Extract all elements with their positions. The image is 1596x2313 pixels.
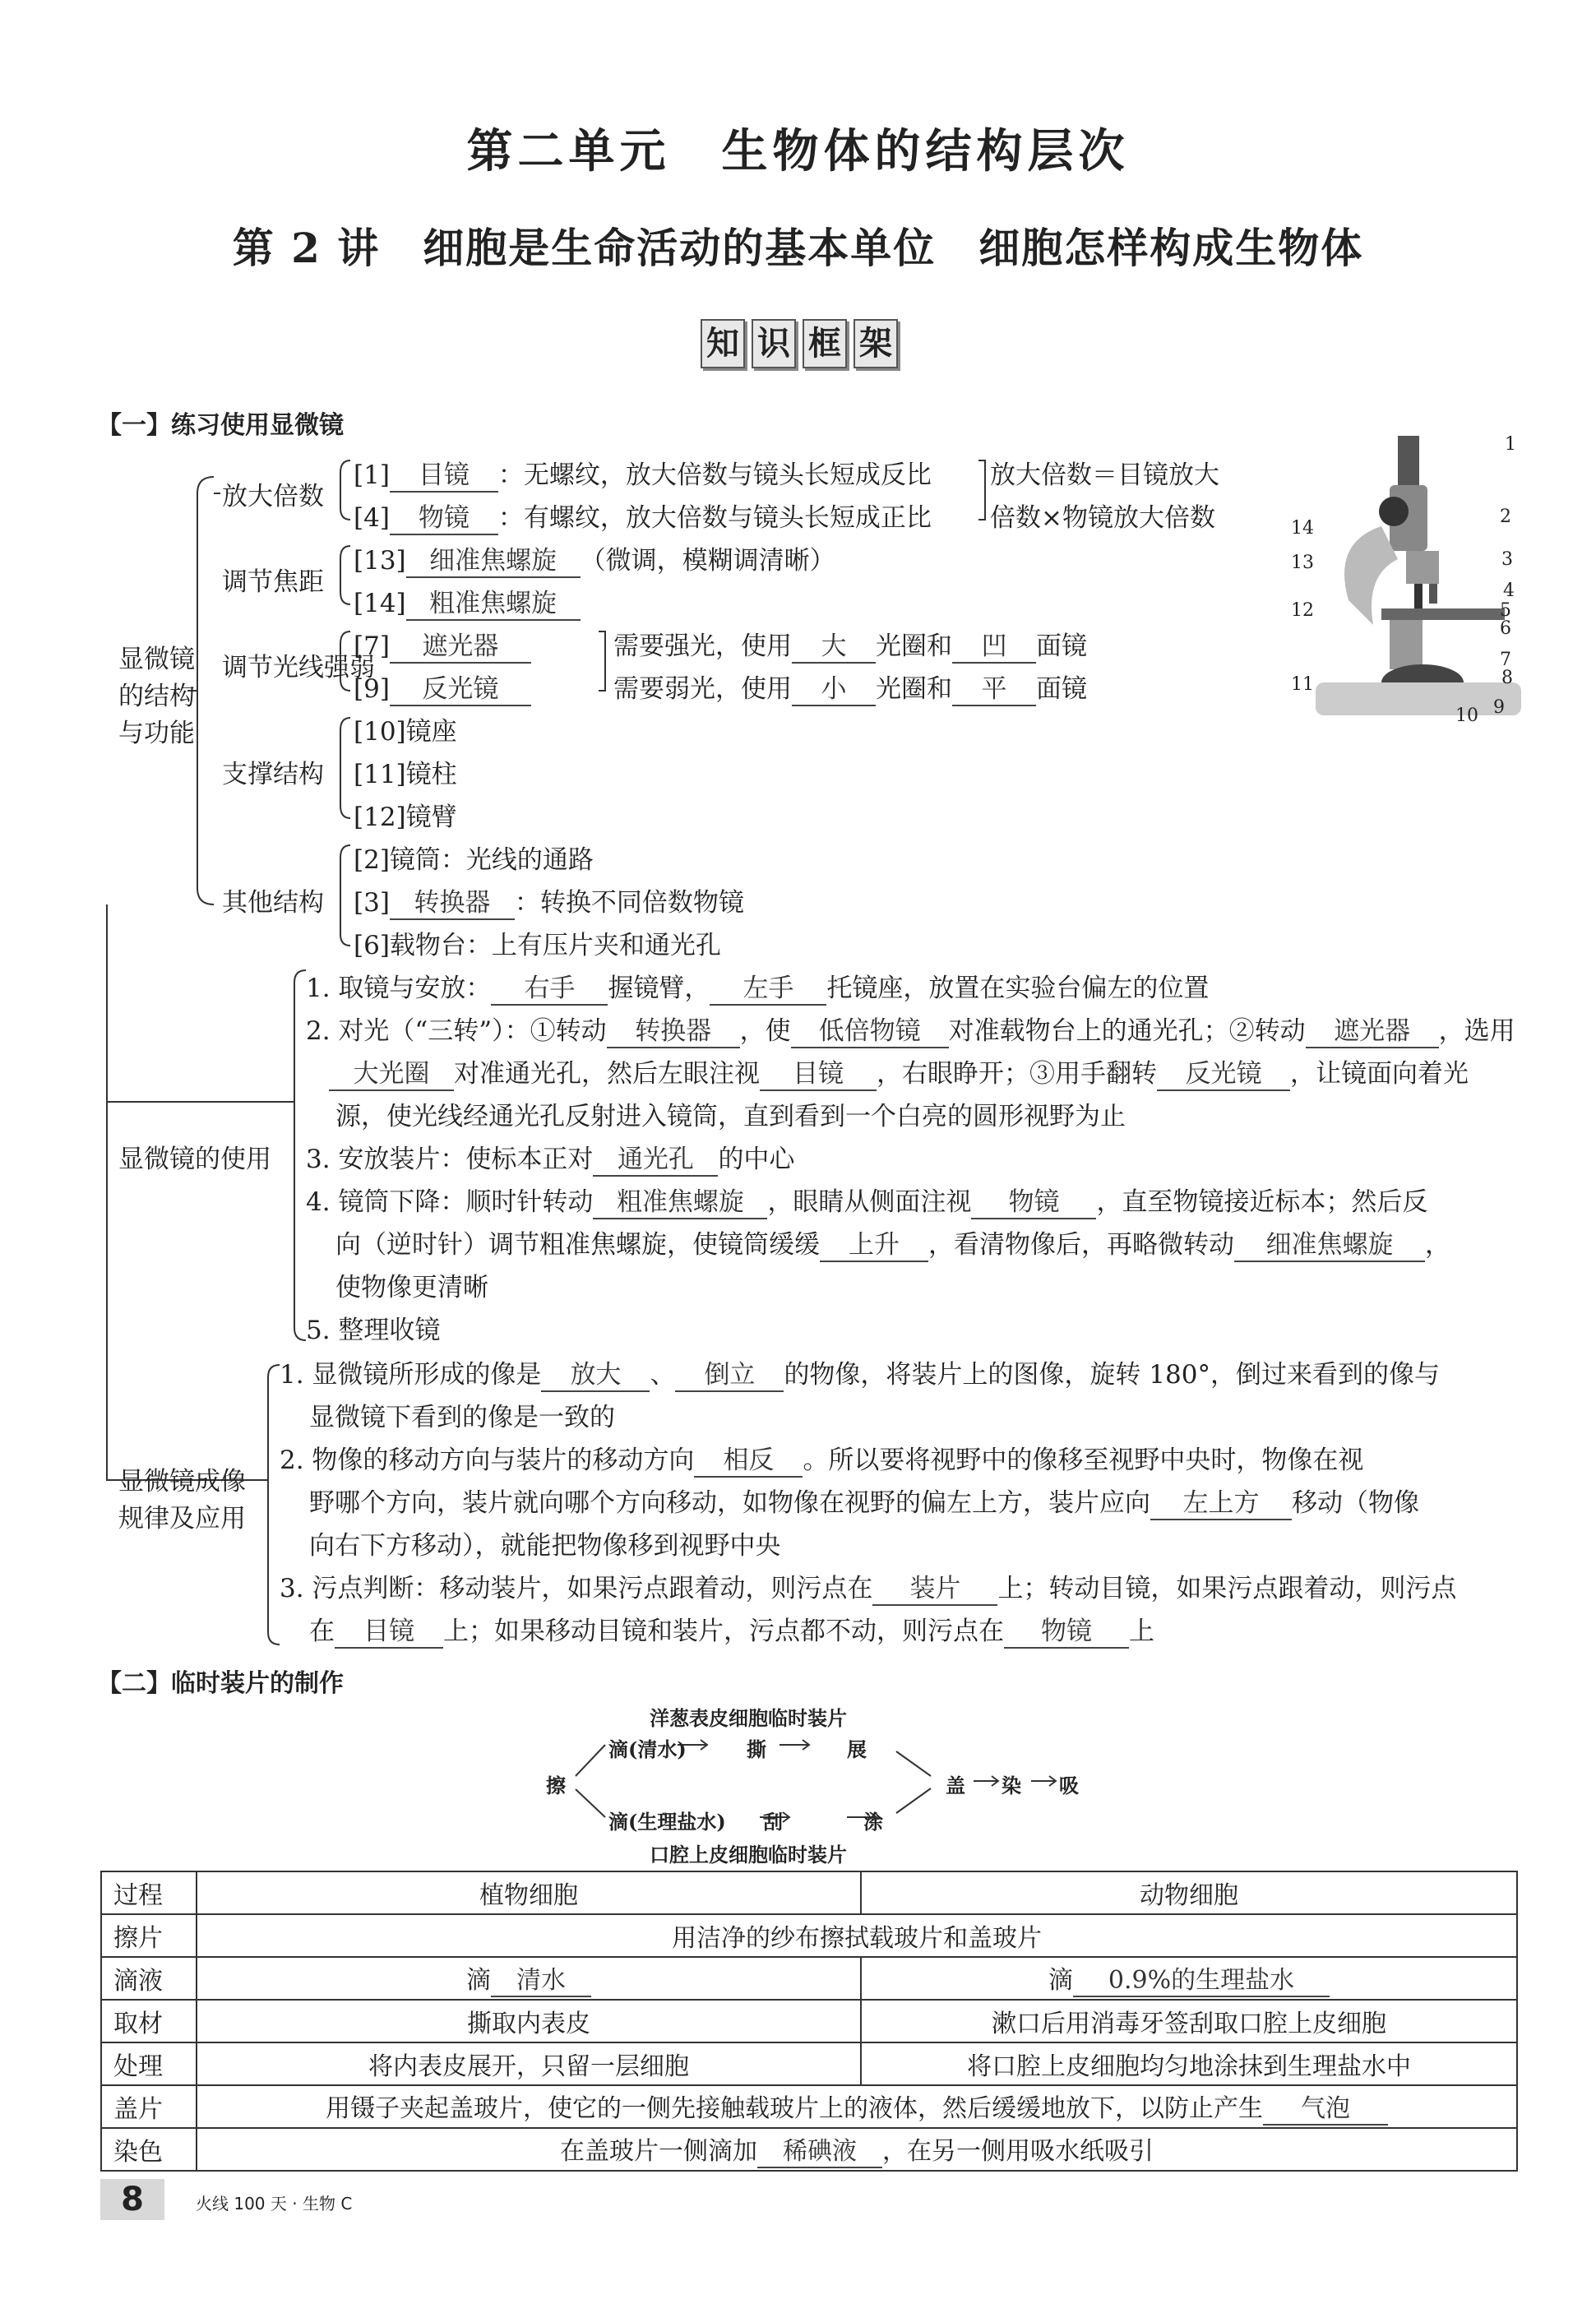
light-label: 调节光线强弱 — [222, 653, 375, 682]
framework-char: 架 — [854, 319, 898, 368]
magnification-label: 放大倍数 — [222, 482, 324, 511]
formula-line-1: 放大倍数＝目镜放大 — [990, 460, 1219, 490]
flow-bottom-title: 口腔上皮细胞临时装片 — [650, 1843, 847, 1867]
answer-big: 大 — [792, 625, 876, 664]
flow-wipe: 擦 — [546, 1774, 566, 1797]
flow-drop-saline: 滴(生理盐水) — [608, 1810, 726, 1834]
microscope-illustration — [1283, 436, 1529, 732]
flow-absorb: 吸 — [1059, 1774, 1079, 1797]
flow-stain: 染 — [1002, 1774, 1021, 1797]
imaging-item-2-end: 向右下方移动），就能把物像移到视野中央 — [309, 1531, 781, 1561]
formula-line-2: 倍数×物镜放大倍数 — [990, 503, 1215, 533]
unit-title: 第二单元 生物体的结构层次 — [466, 125, 1130, 178]
focus-label: 调节焦距 — [222, 567, 324, 597]
converter-row: [3] 转换器 ：转换不同倍数物镜 — [354, 881, 744, 920]
usage-label: 显微镜的使用 — [118, 1145, 271, 1174]
figure-label: 14 — [1291, 518, 1314, 539]
eyepiece-row: [1] 目镜 ：无螺纹，放大倍数与镜头长短成反比 — [354, 454, 932, 493]
imaging-item-1: 1. 显微镜所形成的像是 放大 、 倒立 的物像，将装片上的图像，旋转 180°，倒过来看到的像与 — [280, 1353, 1440, 1392]
answer-diaphragm: 遮光器 — [390, 625, 531, 664]
answer-flat: 平 — [952, 668, 1036, 706]
answer-small: 小 — [792, 668, 876, 706]
imaging-item-2-cont: 野哪个方向，装片就向哪个方向移动，如物像在视野的偏左上方，装片应向 左上方 移动（物像 — [309, 1482, 1419, 1520]
flow-spread: 展 — [847, 1737, 867, 1761]
usage-step-1: 1. 取镜与安放： 右手 握镜臂， 左手 托镜座，放置在实验台偏左的位置 — [306, 967, 1209, 1006]
figure-label: 6 — [1500, 618, 1511, 639]
answer-converter: 转换器 — [390, 881, 515, 920]
coarse-focus-row: [14] 粗准焦螺旋 — [354, 582, 581, 621]
answer-mirror: 反光镜 — [390, 668, 531, 706]
section1-heading: 【一】练习使用显微镜 — [97, 411, 344, 440]
figure-label: 10 — [1455, 705, 1478, 726]
usage-step-2-end: 源，使光线经通光孔反射进入镜筒，直到看到一个白亮的圆形视野为止 — [335, 1102, 1126, 1131]
objective-row: [4] 物镜 ：有螺纹，放大倍数与镜头长短成正比 — [354, 497, 932, 535]
support-item: [11]镜柱 — [354, 760, 457, 789]
answer-fine-focus: 细准焦螺旋 — [406, 539, 581, 578]
framework-char: 知 — [701, 319, 745, 368]
flow-scrape: 刮 — [763, 1810, 783, 1834]
figure-label: 8 — [1501, 668, 1513, 688]
figure-label: 2 — [1500, 507, 1511, 527]
framework-char: 识 — [752, 319, 796, 368]
lecture-title: 第 2 讲 细胞是生命活动的基本单位 细胞怎样构成生物体 — [232, 224, 1364, 272]
table-row: 染色 在盖玻片一侧滴加 稀碘液 ，在另一侧用吸水纸吸引 — [101, 2128, 1517, 2171]
root-label-structure: 显微镜 的结构 与功能 — [118, 645, 195, 748]
answer-coarse-focus: 粗准焦螺旋 — [406, 582, 581, 621]
usage-step-2-cont: 大光圈 对准通光孔，然后左眼注视 目镜 ，右眼睁开；③用手翻转 反光镜 ，让镜面向着光 — [329, 1052, 1469, 1091]
answer-objective: 物镜 — [390, 497, 498, 535]
imaging-item-3-cont: 在 目镜 上；如果移动目镜和装片，污点都不动，则污点在 物镜 上 — [309, 1610, 1154, 1649]
table-row: 处理 将内表皮展开，只留一层细胞 将口腔上皮细胞均匀地涂抹到生理盐水中 — [101, 2042, 1517, 2085]
weak-light-row: 需要弱光，使用 小 光圈和 平 面镜 — [613, 668, 1087, 706]
figure-label: 3 — [1501, 549, 1513, 570]
flow-top-title: 洋葱表皮细胞临时装片 — [650, 1706, 847, 1730]
figure-label: 7 — [1500, 650, 1511, 670]
answer-eyepiece: 目镜 — [390, 454, 498, 493]
slide-procedure-table — [100, 1871, 1518, 2172]
figure-label: 5 — [1500, 600, 1511, 621]
other-label: 其他结构 — [222, 888, 324, 918]
figure-label: 1 — [1505, 434, 1516, 455]
usage-step-5: 5. 整理收镜 — [306, 1316, 441, 1345]
imaging-item-1-cont: 显微镜下看到的像是一致的 — [309, 1403, 615, 1432]
framework-char: 框 — [803, 319, 847, 368]
imaging-item-3: 3. 污点判断：移动装片，如果污点跟着动，则污点在 装片 上；转动目镜，如果污点跟着动，则污点 — [280, 1567, 1456, 1606]
figure-label: 13 — [1291, 553, 1314, 573]
diaphragm-row: [7] 遮光器 — [354, 625, 531, 664]
usage-step-4-end: 使物像更清晰 — [335, 1273, 488, 1302]
figure-label: 9 — [1493, 697, 1505, 718]
flow-tear: 撕 — [747, 1737, 766, 1761]
answer-concave: 凹 — [952, 625, 1036, 664]
fine-focus-row: [13] 细准焦螺旋 （微调，模糊调清晰） — [354, 539, 835, 578]
table-row: 擦片 用洁净的纱布擦拭载玻片和盖玻片 — [101, 1914, 1517, 1957]
flow-smear: 涂 — [863, 1810, 883, 1834]
table-row: 取材 撕取内表皮 漱口后用消毒牙签刮取口腔上皮细胞 — [101, 2000, 1517, 2042]
imaging-item-2: 2. 物像的移动方向与装片的移动方向 相反 。所以要将视野中的像移至视野中央时，物像在视 — [280, 1439, 1363, 1478]
microscope-figure — [1283, 436, 1529, 732]
section2-heading: 【二】临时装片的制作 — [97, 1669, 344, 1698]
tube-row: [2]镜筒：光线的通路 — [354, 845, 594, 875]
page-number: 8 — [100, 2179, 164, 2220]
stage-row: [6]载物台：上有压片夹和通光孔 — [354, 931, 721, 960]
usage-step-3: 3. 安放装片：使标本正对 通光孔 的中心 — [306, 1138, 794, 1177]
figure-label: 4 — [1503, 581, 1515, 601]
usage-step-4-cont: 向（逆时针）调节粗准焦螺旋，使镜筒缓缓 上升 ，看清物像后，再略微转动 细准焦螺旋 ， — [335, 1224, 1450, 1262]
book-name: 火线 100 天 · 生物 C — [196, 2194, 353, 2214]
figure-label: 11 — [1291, 674, 1314, 695]
usage-step-2: 2. 对光（“三转”）：①转动 转换器 ，使 低倍物镜 对准载物台上的通光孔；②转动 遮光器 ，选用 — [306, 1010, 1515, 1048]
figure-label: 12 — [1291, 600, 1314, 621]
imaging-label: 显微镜成像 规律及应用 — [118, 1467, 246, 1534]
flow-drop-water: 滴(清水) — [608, 1737, 687, 1761]
support-item: [12]镜臂 — [354, 803, 457, 832]
table-row: 盖片 用镊子夹起盖玻片，使它的一侧先接触载玻片上的液体，然后缓缓地放下，以防止产生 气泡 — [101, 2085, 1517, 2128]
support-item: [10]镜座 — [354, 717, 457, 747]
strong-light-row: 需要强光，使用 大 光圈和 凹 面镜 — [613, 625, 1087, 664]
usage-step-4: 4. 镜筒下降：顺时针转动 粗准焦螺旋 ，眼睛从侧面注视 物镜 ，直至物镜接近标本；然后反 — [306, 1181, 1427, 1219]
support-label: 支撑结构 — [222, 760, 324, 789]
mirror-row: [9] 反光镜 — [354, 668, 531, 706]
table-row: 滴液 滴 清水 滴 0.9%的生理盐水 — [101, 1957, 1517, 2000]
table-header-row: 过程 植物细胞 动物细胞 — [101, 1871, 1517, 1914]
flow-cover: 盖 — [946, 1774, 965, 1797]
